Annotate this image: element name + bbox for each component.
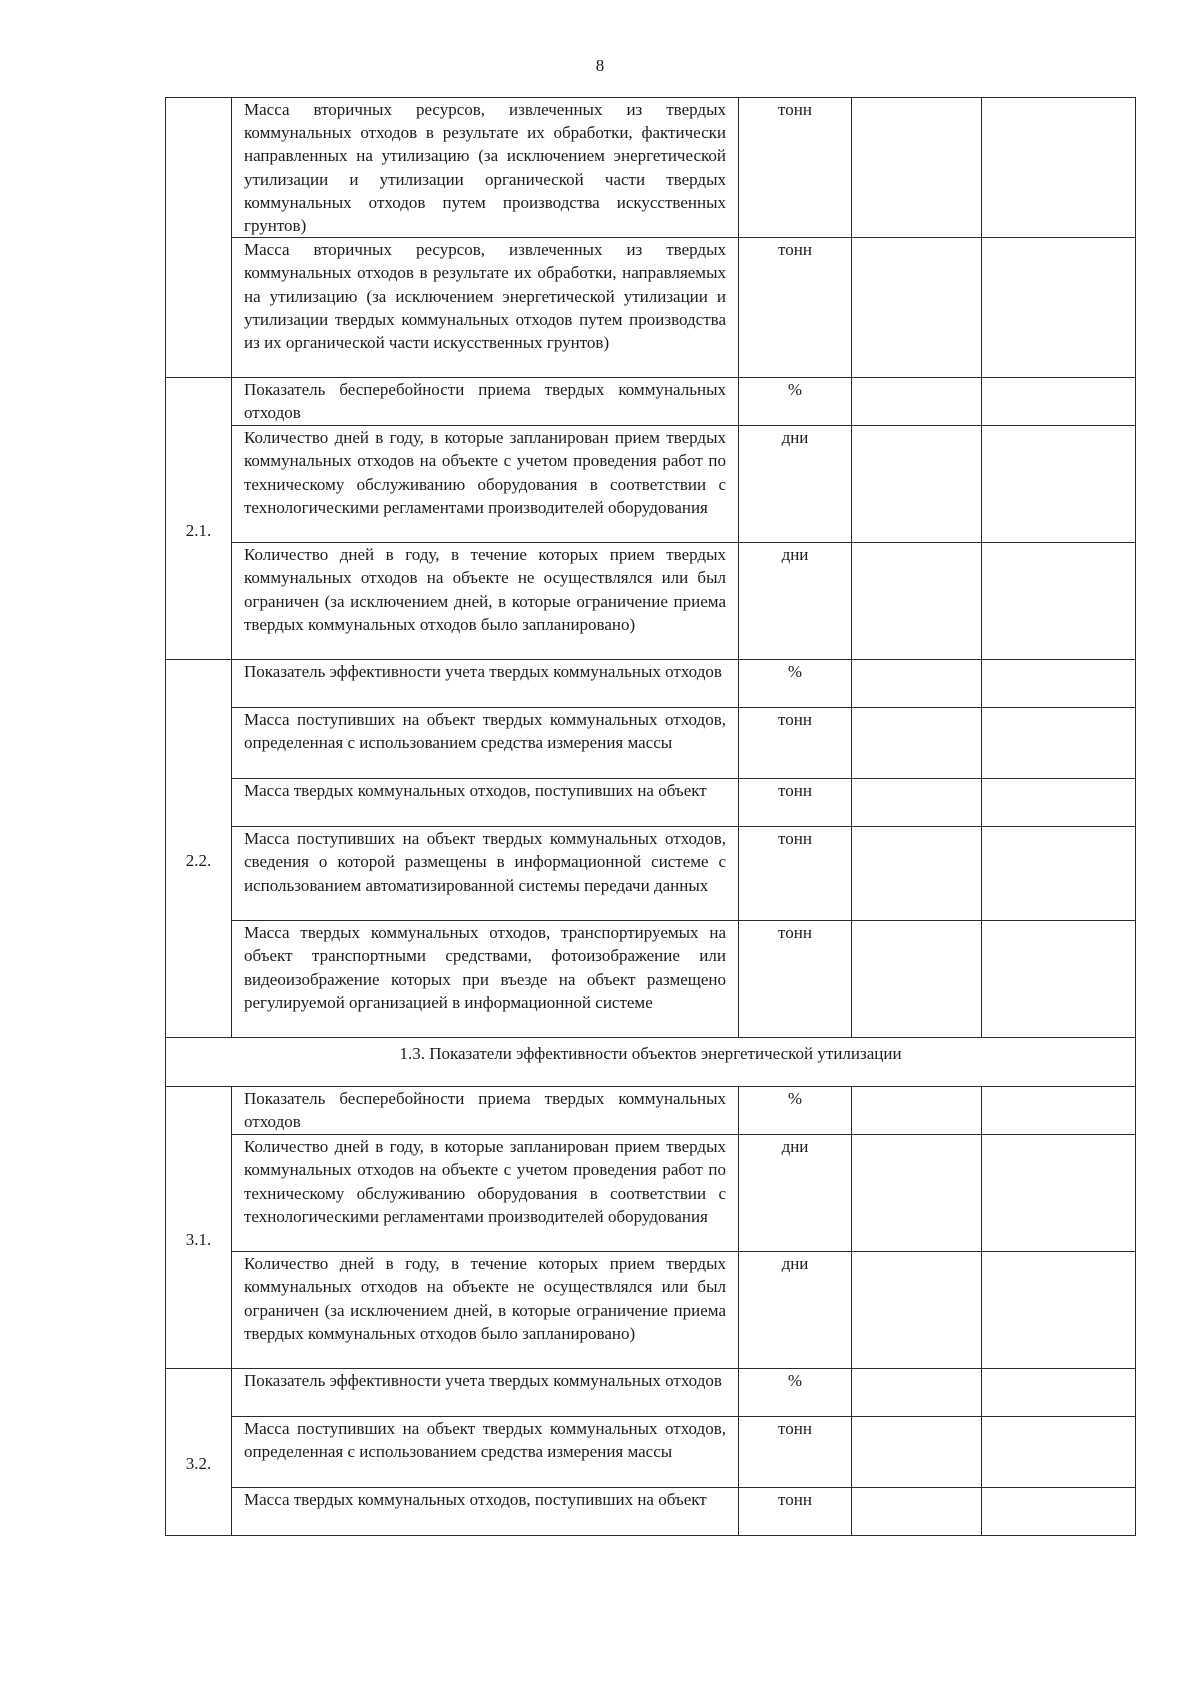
indicator-name-cell: Показатель эффективности учета твердых коммунальных отходов: [232, 660, 739, 708]
table-row: [166, 543, 1136, 660]
table-row: [166, 1417, 1136, 1488]
unit-cell: тонн: [739, 708, 852, 779]
value-cell: [982, 98, 1136, 238]
unit-cell: тонн: [739, 779, 852, 827]
unit-cell: тонн: [739, 98, 852, 238]
table-row: [166, 660, 1136, 708]
unit-cell: дни: [739, 426, 852, 543]
value-cell: [982, 378, 1136, 426]
section-heading: 1.3. Показатели эффективности объектов энергетической утилизации: [166, 1038, 1136, 1087]
table-row: [166, 238, 1136, 378]
indicator-name-cell: Количество дней в году, в течение которых прием твердых коммунальных отходов на объекте не осуществлялся или был ограничен (за исключением дней, в которые ограничение приема твердых коммунальных отходов было запланировано): [232, 543, 739, 660]
table-row: [166, 1252, 1136, 1369]
value-cell: [852, 779, 982, 827]
value-cell: [982, 1417, 1136, 1488]
table-row: [166, 98, 1136, 238]
value-cell: [852, 1369, 982, 1417]
indicator-name-cell: Количество дней в году, в которые запланирован прием твердых коммунальных отходов на объекте с учетом проведения работ по техническому обслуживанию оборудования в соответствии с технологическими регламентами производителей оборудования: [232, 1135, 739, 1252]
table-row: [166, 827, 1136, 921]
unit-cell: тонн: [739, 921, 852, 1038]
value-cell: [852, 543, 982, 660]
table-row: [166, 1488, 1136, 1536]
indicators-table: [165, 97, 1136, 1536]
page-number: 8: [595, 56, 605, 75]
table-row: [166, 1087, 1136, 1135]
value-cell: [982, 779, 1136, 827]
value-cell: [982, 921, 1136, 1038]
value-cell: [852, 1135, 982, 1252]
indicator-name-cell: Количество дней в году, в которые запланирован прием твердых коммунальных отходов на объекте с учетом проведения работ по техническому обслуживанию оборудования в соответствии с технологическими регламентами производителей оборудования: [232, 426, 739, 543]
indicator-name-cell: Показатель бесперебойности приема твердых коммунальных отходов: [232, 1087, 739, 1135]
value-cell: [852, 98, 982, 238]
table-row: [166, 779, 1136, 827]
value-cell: [982, 708, 1136, 779]
value-cell: [852, 921, 982, 1038]
table-row: [166, 708, 1136, 779]
value-cell: [852, 1488, 982, 1536]
indicator-name-cell: Масса твердых коммунальных отходов, поступивших на объект: [232, 1488, 739, 1536]
value-cell: [852, 238, 982, 378]
value-cell: [982, 660, 1136, 708]
table-row: [166, 921, 1136, 1038]
row-number-cell: 3.1.: [166, 1087, 232, 1369]
value-cell: [852, 1252, 982, 1369]
unit-cell: тонн: [739, 238, 852, 378]
unit-cell: тонн: [739, 1417, 852, 1488]
unit-cell: дни: [739, 1135, 852, 1252]
row-number-cell: 2.1.: [166, 378, 232, 660]
unit-cell: %: [739, 378, 852, 426]
value-cell: [852, 1087, 982, 1135]
value-cell: [852, 827, 982, 921]
unit-cell: дни: [739, 543, 852, 660]
unit-cell: %: [739, 660, 852, 708]
indicator-name-cell: Показатель эффективности учета твердых коммунальных отходов: [232, 1369, 739, 1417]
unit-cell: %: [739, 1087, 852, 1135]
unit-cell: тонн: [739, 1488, 852, 1536]
value-cell: [982, 1252, 1136, 1369]
indicator-name-cell: Количество дней в году, в течение которых прием твердых коммунальных отходов на объекте не осуществлялся или был ограничен (за исключением дней, в которые ограничение приема твердых коммунальных отходов было запланировано): [232, 1252, 739, 1369]
value-cell: [982, 1135, 1136, 1252]
table-row: [166, 378, 1136, 426]
value-cell: [852, 708, 982, 779]
value-cell: [982, 426, 1136, 543]
unit-cell: тонн: [739, 827, 852, 921]
value-cell: [982, 827, 1136, 921]
indicator-name-cell: Масса поступивших на объект твердых коммунальных отходов, определенная с использованием средства измерения массы: [232, 1417, 739, 1488]
value-cell: [852, 426, 982, 543]
value-cell: [982, 238, 1136, 378]
unit-cell: %: [739, 1369, 852, 1417]
value-cell: [982, 1369, 1136, 1417]
value-cell: [982, 1087, 1136, 1135]
value-cell: [982, 1488, 1136, 1536]
table-row: [166, 426, 1136, 543]
table-row: [166, 1369, 1136, 1417]
indicator-name-cell: Масса твердых коммунальных отходов, транспортируемых на объект транспортными средствами, фотоизображение или видеоизображение которых при въезде на объект размещено регулируемой организацией в информационной системе: [232, 921, 739, 1038]
value-cell: [852, 660, 982, 708]
row-number-cell: 3.2.: [166, 1369, 232, 1536]
indicator-name-cell: Масса поступивших на объект твердых коммунальных отходов, определенная с использованием средства измерения массы: [232, 708, 739, 779]
value-cell: [982, 543, 1136, 660]
indicator-name-cell: Масса вторичных ресурсов, извлеченных из твердых коммунальных отходов в результате их обработки, фактически направленных на утилизацию (за исключением энергетической утилизации и утилизации органической части твердых коммунальных отходов путем производства искусственных грунтов): [232, 98, 739, 238]
row-number-cell: 2.2.: [166, 660, 232, 1038]
indicator-name-cell: Показатель бесперебойности приема твердых коммунальных отходов: [232, 378, 739, 426]
indicator-name-cell: Масса вторичных ресурсов, извлеченных из твердых коммунальных отходов в результате их обработки, направляемых на утилизацию (за исключением энергетической утилизации и утилизации твердых коммунальных отходов путем производства из их органической части искусственных грунтов): [232, 238, 739, 378]
section-heading-row: [166, 1038, 1136, 1087]
indicator-name-cell: Масса твердых коммунальных отходов, поступивших на объект: [232, 779, 739, 827]
row-number-cell: [166, 98, 232, 378]
table-row: [166, 1135, 1136, 1252]
indicator-name-cell: Масса поступивших на объект твердых коммунальных отходов, сведения о которой размещены в информационной системе с использованием автоматизированной системы передачи данных: [232, 827, 739, 921]
value-cell: [852, 378, 982, 426]
value-cell: [852, 1417, 982, 1488]
unit-cell: дни: [739, 1252, 852, 1369]
